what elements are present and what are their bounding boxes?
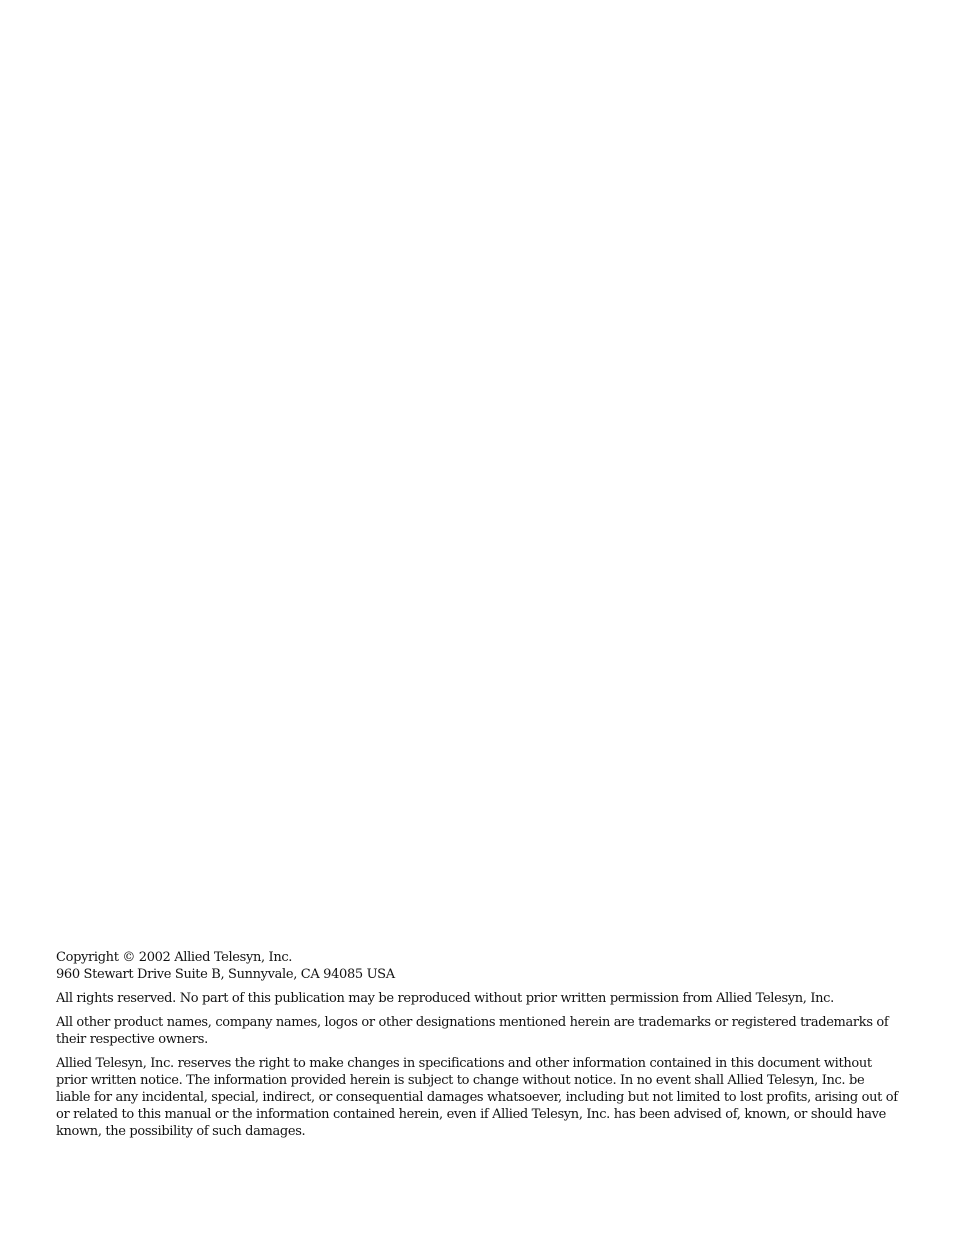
disclaimer-paragraph: Allied Telesyn, Inc. reserves the right to make changes in specifications and other information contained in this document without prior written notice. The information provided herein is subject to change without notice. In no event shall Allied Telesyn, Inc. be liable for any incidental, special, indirect, or consequential damages whatsoever, including but not limited to lost profits, arising out of or related to this manual or the information contained herein, even if Allied Telesyn, Inc. has been advised of, known, or should have known, the possibility of such damages. <box>56 1056 898 1139</box>
copyright-line: Copyright © 2002 Allied Telesyn, Inc. <box>56 950 293 965</box>
address-line: 960 Stewart Drive Suite B, Sunnyvale, CA 94085 USA <box>56 967 395 982</box>
copyright-notice <box>56 949 898 1140</box>
rights-reserved-paragraph: All rights reserved. No part of this publication may be reproduced without prior written permission from Allied Telesyn, Inc. <box>56 991 834 1006</box>
trademarks-paragraph: All other product names, company names, logos or other designations mentioned herein are trademarks or registered trademarks of their respective owners. <box>56 1015 889 1047</box>
